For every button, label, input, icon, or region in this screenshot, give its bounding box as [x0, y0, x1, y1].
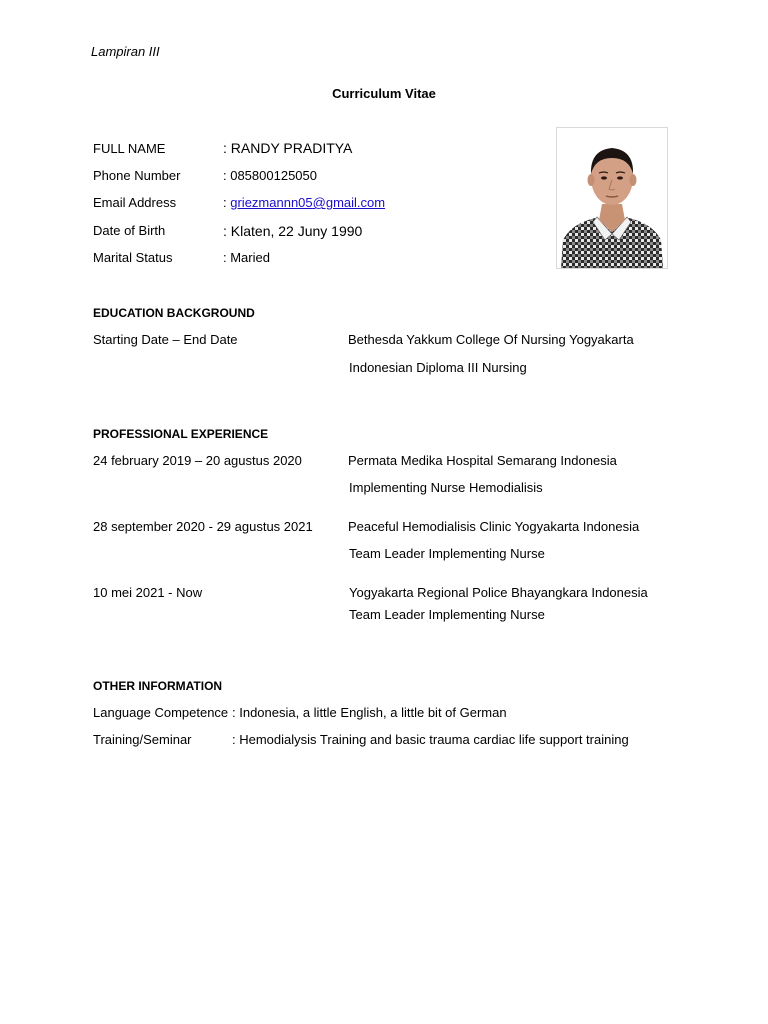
annex-label: Lampiran III — [91, 44, 160, 59]
full-name-value: : RANDY PRADITYA — [223, 140, 353, 156]
email-colon: : — [223, 195, 227, 210]
education-program: Indonesian Diploma III Nursing — [349, 360, 527, 375]
phone-label: Phone Number — [93, 168, 181, 183]
email-row — [223, 195, 385, 210]
email-link[interactable]: griezmannn05@gmail.com — [230, 195, 386, 210]
person-portrait-icon — [557, 128, 667, 268]
experience-role: Team Leader Implementing Nurse — [349, 607, 545, 622]
marital-label: Marital Status — [93, 250, 173, 265]
experience-role: Team Leader Implementing Nurse — [349, 546, 545, 561]
language-label: Language Competence — [93, 705, 229, 720]
page-title: Curriculum Vitae — [332, 86, 436, 101]
phone-value: : 085800125050 — [223, 168, 317, 183]
marital-value: : Maried — [223, 250, 270, 265]
dob-value: : Klaten, 22 Juny 1990 — [223, 223, 363, 239]
experience-period: 24 february 2019 – 20 agustus 2020 — [93, 453, 302, 468]
education-heading: EDUCATION BACKGROUND — [93, 306, 255, 320]
training-value: : Hemodialysis Training and basic trauma cardiac life support training — [232, 732, 629, 747]
experience-heading: PROFESSIONAL EXPERIENCE — [93, 427, 269, 441]
profile-photo — [556, 127, 668, 269]
full-name-label: FULL NAME — [93, 141, 166, 156]
other-info-heading: OTHER INFORMATION — [93, 679, 223, 693]
experience-role: Implementing Nurse Hemodialisis — [349, 480, 543, 495]
experience-period: 28 september 2020 - 29 agustus 2021 — [93, 519, 313, 534]
experience-place: Yogyakarta Regional Police Bhayangkara Indonesia — [349, 585, 648, 600]
experience-period: 10 mei 2021 - Now — [93, 585, 203, 600]
education-institution: Bethesda Yakkum College Of Nursing Yogyakarta — [348, 332, 634, 347]
experience-place: Permata Medika Hospital Semarang Indonesia — [348, 453, 617, 468]
dob-label: Date of Birth — [93, 223, 166, 238]
training-label: Training/Seminar — [93, 732, 192, 747]
education-date-range: Starting Date – End Date — [93, 332, 238, 347]
email-label: Email Address — [93, 195, 177, 210]
experience-place: Peaceful Hemodialisis Clinic Yogyakarta Indonesia — [348, 519, 640, 534]
language-value: : Indonesia, a little English, a little bit of German — [232, 705, 507, 720]
